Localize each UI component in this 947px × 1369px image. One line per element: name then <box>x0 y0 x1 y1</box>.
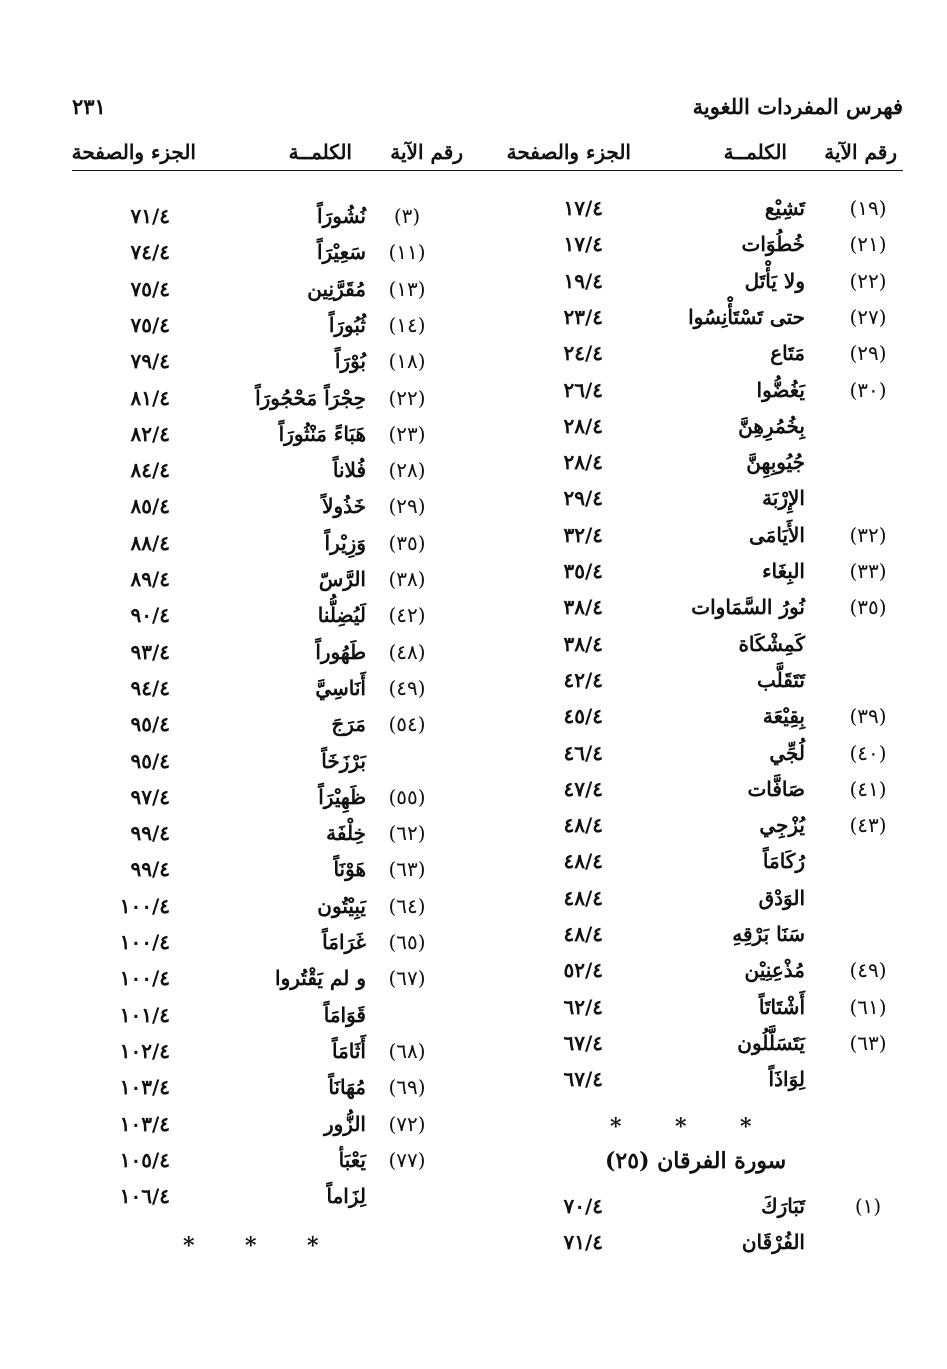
verse-number: (٥٤) <box>388 712 426 737</box>
verse-number: (١٩) <box>849 196 887 220</box>
volume-page-ref: ١٠١/٤ <box>119 1002 170 1027</box>
volume-page-ref: ٣٥/٤ <box>563 559 603 583</box>
verse-number: (١٤) <box>388 312 426 337</box>
volume-page-ref: ٧١/٤ <box>563 1230 603 1254</box>
header-rule <box>72 170 903 171</box>
volume-page-ref: ٧٩/٤ <box>130 349 170 374</box>
volume-page-ref: ٤٦/٤ <box>563 740 603 765</box>
index-entry <box>520 807 903 843</box>
verse-number: (٢٩) <box>849 341 887 366</box>
volume-page-ref: ٢٦/٤ <box>563 377 603 402</box>
index-entry <box>520 952 903 988</box>
volume-page-ref: ٤٨/٤ <box>563 885 603 910</box>
volume-page-ref: ٧٥/٤ <box>130 276 170 301</box>
volume-page-ref: ٤٢/٤ <box>563 667 603 692</box>
entry-word: البِغَاء <box>762 559 805 583</box>
index-entry <box>520 662 903 698</box>
entry-word: بِخُمُرِهِنَّ <box>738 413 805 438</box>
volume-page-ref: ٩٥/٤ <box>130 748 170 773</box>
verse-number: (٥٥) <box>388 784 426 809</box>
verse-number: (٤٩) <box>849 958 887 983</box>
entry-word: أَشْتَاتَاً <box>758 994 805 1019</box>
entry-word: صَافَّات <box>747 776 805 801</box>
index-entry <box>72 380 472 416</box>
index-entry <box>520 1188 903 1224</box>
index-entry <box>520 916 903 952</box>
running-head <box>72 94 903 128</box>
entry-word: يَعْبَأ <box>338 1147 366 1172</box>
left-word-header: الكلمــة <box>288 140 352 164</box>
volume-page-ref: ٤٨/٤ <box>563 813 603 838</box>
right-verse-header: رقم الآية <box>824 140 897 164</box>
entry-word: مُقَرَّنِين <box>307 276 366 301</box>
index-entry <box>520 480 903 516</box>
index-entry <box>72 271 472 307</box>
left-verse-header: رقم الآية <box>390 140 463 164</box>
index-entry <box>72 416 472 452</box>
entry-word: بِقِيْعَة <box>762 704 805 729</box>
verse-number: (٢٣) <box>388 421 426 446</box>
volume-page-ref: ٦٧/٤ <box>563 1030 603 1055</box>
index-entry <box>520 843 903 879</box>
volume-page-ref: ٨٩/٤ <box>130 567 170 591</box>
verse-number: (٢٨) <box>388 458 426 483</box>
entry-word: يَتَسَلَّلُون <box>737 1030 805 1055</box>
entry-word: مَتَاع <box>770 341 805 366</box>
verse-number: (٦٣) <box>849 1030 887 1055</box>
index-entry <box>520 589 903 625</box>
entry-word: لَيُضِلُّنا <box>317 603 366 628</box>
volume-page-ref: ٨٨/٤ <box>130 530 170 555</box>
volume-page-ref: ٢٣/٤ <box>563 304 603 329</box>
entry-word: نُورُ السَّمَاوات <box>691 595 805 620</box>
volume-page-ref: ٤٨/٤ <box>563 922 603 946</box>
column-headers <box>72 140 903 170</box>
right-ref-header: الجزء والصفحة <box>506 140 631 164</box>
entry-word: كَمِشْكَاة <box>738 631 805 656</box>
entry-word: قَوَامَاً <box>323 1002 366 1027</box>
volume-page-ref: ٨١/٤ <box>130 385 170 410</box>
index-entry <box>72 525 472 561</box>
index-entry <box>520 263 903 299</box>
entry-word: غَرَامَاً <box>322 930 366 954</box>
index-entry <box>72 234 472 270</box>
verse-number: (٧٢) <box>388 1111 426 1136</box>
volume-page-ref: ٣٢/٤ <box>563 522 603 547</box>
left-ref-header: الجزء والصفحة <box>71 140 196 164</box>
index-entry <box>72 634 472 670</box>
index-entry <box>520 626 903 662</box>
volume-page-ref: ٤٨/٤ <box>563 849 603 874</box>
entry-word: يَبِيْتُون <box>317 893 366 918</box>
index-entry <box>72 851 472 887</box>
index-entry <box>72 706 472 742</box>
verse-number: (٤٩) <box>388 675 426 700</box>
running-title: فهرس المفردات اللغوية <box>692 94 903 119</box>
volume-page-ref: ١٠٠/٤ <box>119 966 170 991</box>
volume-page-ref: ٢٩/٤ <box>563 486 603 511</box>
index-entry <box>72 488 472 524</box>
verse-number: (١٣) <box>388 276 426 301</box>
entry-word: أَنَاسِيَّ <box>315 675 366 700</box>
page-number: ٢٣١ <box>72 94 106 119</box>
volume-page-ref: ٨٢/٤ <box>130 421 170 446</box>
entry-word: بُوْرَاً <box>334 349 366 374</box>
volume-page-ref: ٥٢/٤ <box>563 958 603 983</box>
volume-page-ref: ٩٠/٤ <box>130 603 170 628</box>
volume-page-ref: ٧٥/٤ <box>130 312 170 337</box>
index-entry <box>72 1178 472 1214</box>
volume-page-ref: ٧٠/٤ <box>563 1194 603 1218</box>
star: * <box>245 1233 257 1259</box>
right-stars <box>610 1114 760 1140</box>
entry-word: هَوْنَاً <box>333 857 366 882</box>
verse-number: (٦٥) <box>388 930 426 954</box>
index-entry <box>72 997 472 1033</box>
volume-page-ref: ١٠٥/٤ <box>119 1147 170 1172</box>
volume-page-ref: ١٠٢/٤ <box>119 1038 170 1063</box>
verse-number: (٣٠) <box>849 377 887 402</box>
volume-page-ref: ٨٥/٤ <box>130 494 170 519</box>
volume-page-ref: ٩٩/٤ <box>130 821 170 846</box>
verse-number: (٦٤) <box>388 893 426 918</box>
entry-word: الوَدْق <box>758 885 805 910</box>
verse-number: (٤٠) <box>849 740 887 765</box>
surah-heading: سورة الفرقان (٢٥) <box>605 1148 787 1174</box>
index-entry <box>520 880 903 916</box>
left-stars <box>183 1233 333 1259</box>
volume-page-ref: ١٩/٤ <box>563 268 603 293</box>
volume-page-ref: ٢٨/٤ <box>563 413 603 438</box>
volume-page-ref: ٩٣/٤ <box>130 639 170 664</box>
index-entry <box>520 226 903 262</box>
index-entry <box>72 743 472 779</box>
verse-number: (٦٧) <box>388 966 426 991</box>
entry-word: لِوَاذَاً <box>768 1067 805 1092</box>
volume-page-ref: ١٠٣/٤ <box>119 1111 170 1136</box>
verse-number: (٢٢) <box>849 268 887 293</box>
volume-page-ref: ١٠٠/٤ <box>119 930 170 954</box>
entry-word: جُيُوبِهِنَّ <box>746 450 805 475</box>
entry-word: يُزْجِي <box>759 813 805 838</box>
index-entry <box>72 597 472 633</box>
verse-number: (٤٨) <box>388 639 426 664</box>
index-entry <box>520 771 903 807</box>
index-entry <box>72 888 472 924</box>
index-entry <box>72 815 472 851</box>
entry-word: الزُّور <box>323 1111 366 1136</box>
star: * <box>675 1114 687 1140</box>
index-entry <box>520 190 903 226</box>
volume-page-ref: ٨٤/٤ <box>130 458 170 483</box>
index-entry <box>72 1069 472 1105</box>
entry-word: ظَهِيْرَاً <box>318 784 366 809</box>
verse-number: (١٨) <box>388 349 426 374</box>
index-entry <box>72 924 472 960</box>
star: * <box>307 1233 319 1259</box>
entry-word: سَعِيْرَاً <box>316 240 366 265</box>
index-entry <box>520 1061 903 1097</box>
verse-number: (٦٩) <box>388 1075 426 1100</box>
verse-number: (٢٩) <box>388 494 426 519</box>
verse-number: (٣٥) <box>388 530 426 555</box>
volume-page-ref: ٧٤/٤ <box>130 240 170 265</box>
index-entry <box>72 779 472 815</box>
entry-word: خِلْفَة <box>326 821 366 846</box>
entry-word: تَشِيْع <box>764 196 805 220</box>
volume-page-ref: ٩٥/٤ <box>130 712 170 737</box>
entry-word: ثُبُورَاً <box>328 312 366 337</box>
index-entry <box>72 1106 472 1142</box>
verse-number: (٣٩) <box>849 704 887 729</box>
entry-word: الأَيَامَى <box>748 522 805 547</box>
index-entry <box>72 307 472 343</box>
entry-word: و لم يَقْتُروا <box>275 966 366 991</box>
entry-word: لِزَاماً <box>326 1184 366 1209</box>
verse-number: (٢٧) <box>849 304 887 329</box>
volume-page-ref: ١٠٦/٤ <box>119 1184 170 1209</box>
volume-page-ref: ٩٩/٤ <box>130 857 170 882</box>
entry-word: حِجْرَاً مَحْجُورَاً <box>255 385 366 410</box>
entry-word: مَرَجَ <box>331 712 366 737</box>
volume-page-ref: ١٧/٤ <box>563 196 603 220</box>
entry-word: ولا يَأْتَل <box>744 268 805 293</box>
entry-word: تَبَارَكَ <box>761 1194 805 1218</box>
volume-page-ref: ٢٤/٤ <box>563 341 603 366</box>
verse-number: (٦١) <box>849 994 887 1019</box>
star: * <box>740 1114 752 1140</box>
volume-page-ref: ٤٧/٤ <box>563 776 603 801</box>
index-entry <box>520 408 903 444</box>
entry-word: الرَّسّ <box>318 567 366 591</box>
index-entry <box>520 444 903 480</box>
verse-number: (٦٣) <box>388 857 426 882</box>
index-entry <box>520 372 903 408</box>
verse-number: (٤٢) <box>388 603 426 628</box>
verse-number: (٦٢) <box>388 821 426 846</box>
verse-number: (٣٨) <box>388 567 426 591</box>
entry-word: هَبَاءً مَنْثُورَاً <box>278 421 366 446</box>
index-entry <box>520 698 903 734</box>
index-entry <box>520 553 903 589</box>
index-entry <box>520 1025 903 1061</box>
index-entry <box>520 1224 903 1260</box>
entry-word: حتى تَسْتَأْنِسُوا <box>688 304 805 329</box>
index-entry <box>520 517 903 553</box>
right-word-header: الكلمــة <box>723 140 787 164</box>
star: * <box>610 1114 622 1140</box>
entry-word: يَغُضُّوا <box>756 377 805 402</box>
star: * <box>183 1233 195 1259</box>
volume-page-ref: ٩٧/٤ <box>130 784 170 809</box>
index-entry <box>72 452 472 488</box>
entry-word: رُكَامَاً <box>762 849 805 874</box>
index-entry <box>72 1142 472 1178</box>
index-entry <box>72 960 472 996</box>
volume-page-ref: ٧١/٤ <box>130 204 170 228</box>
volume-page-ref: ١٠٣/٤ <box>119 1075 170 1100</box>
entry-word: فُلاناً <box>332 458 366 483</box>
entry-word: تَتَقَلَّب <box>757 667 805 692</box>
entry-word: الإِرْبَة <box>762 486 805 511</box>
verse-number: (٢٢) <box>388 385 426 410</box>
volume-page-ref: ٤٥/٤ <box>563 704 603 729</box>
entry-word: أَثَامَاً <box>331 1038 366 1063</box>
volume-page-ref: ١٠٠/٤ <box>119 893 170 918</box>
index-entry <box>520 335 903 371</box>
entry-word: الفُرْقَان <box>741 1230 805 1254</box>
entry-word: نُشُورَاً <box>317 204 366 228</box>
index-entry <box>72 343 472 379</box>
volume-page-ref: ٦٧/٤ <box>563 1067 603 1092</box>
entry-word: خُطُوَات <box>741 232 805 257</box>
entry-word: سَنَا بَرْقِهِ <box>732 922 805 946</box>
volume-page-ref: ٣٨/٤ <box>563 595 603 620</box>
verse-number: (١) <box>854 1194 882 1218</box>
index-entry <box>72 561 472 597</box>
verse-number: (٧٧) <box>388 1147 426 1172</box>
volume-page-ref: ١٧/٤ <box>563 232 603 257</box>
verse-number: (٤١) <box>849 776 887 801</box>
verse-number: (٣٥) <box>849 595 887 620</box>
volume-page-ref: ٦٢/٤ <box>563 994 603 1019</box>
index-entry <box>72 670 472 706</box>
verse-number: (٤٣) <box>849 813 887 838</box>
verse-number: (١١) <box>388 240 426 265</box>
entry-word: طَهُوراً <box>315 639 366 664</box>
entry-word: خَذُولاً <box>322 494 366 519</box>
entry-word: بَرْزَخَاً <box>321 748 366 773</box>
verse-number: (٢١) <box>849 232 887 257</box>
volume-page-ref: ٣٨/٤ <box>563 631 603 656</box>
verse-number: (٣٣) <box>849 559 887 583</box>
entry-word: وَزِيْراً <box>324 530 366 555</box>
verse-number: (٣٢) <box>849 522 887 547</box>
entry-word: مُذْعِنِيْن <box>744 958 805 983</box>
verse-number: (٦٨) <box>388 1038 426 1063</box>
volume-page-ref: ٩٤/٤ <box>130 675 170 700</box>
entry-word: مُهَانَاً <box>328 1075 366 1100</box>
volume-page-ref: ٢٨/٤ <box>563 450 603 475</box>
index-entry <box>520 735 903 771</box>
index-entry <box>72 198 472 234</box>
entry-word: لُجِّي <box>769 740 805 765</box>
index-entry <box>520 989 903 1025</box>
index-entry <box>72 1033 472 1069</box>
index-entry <box>520 299 903 335</box>
verse-number: (٣) <box>393 204 421 228</box>
